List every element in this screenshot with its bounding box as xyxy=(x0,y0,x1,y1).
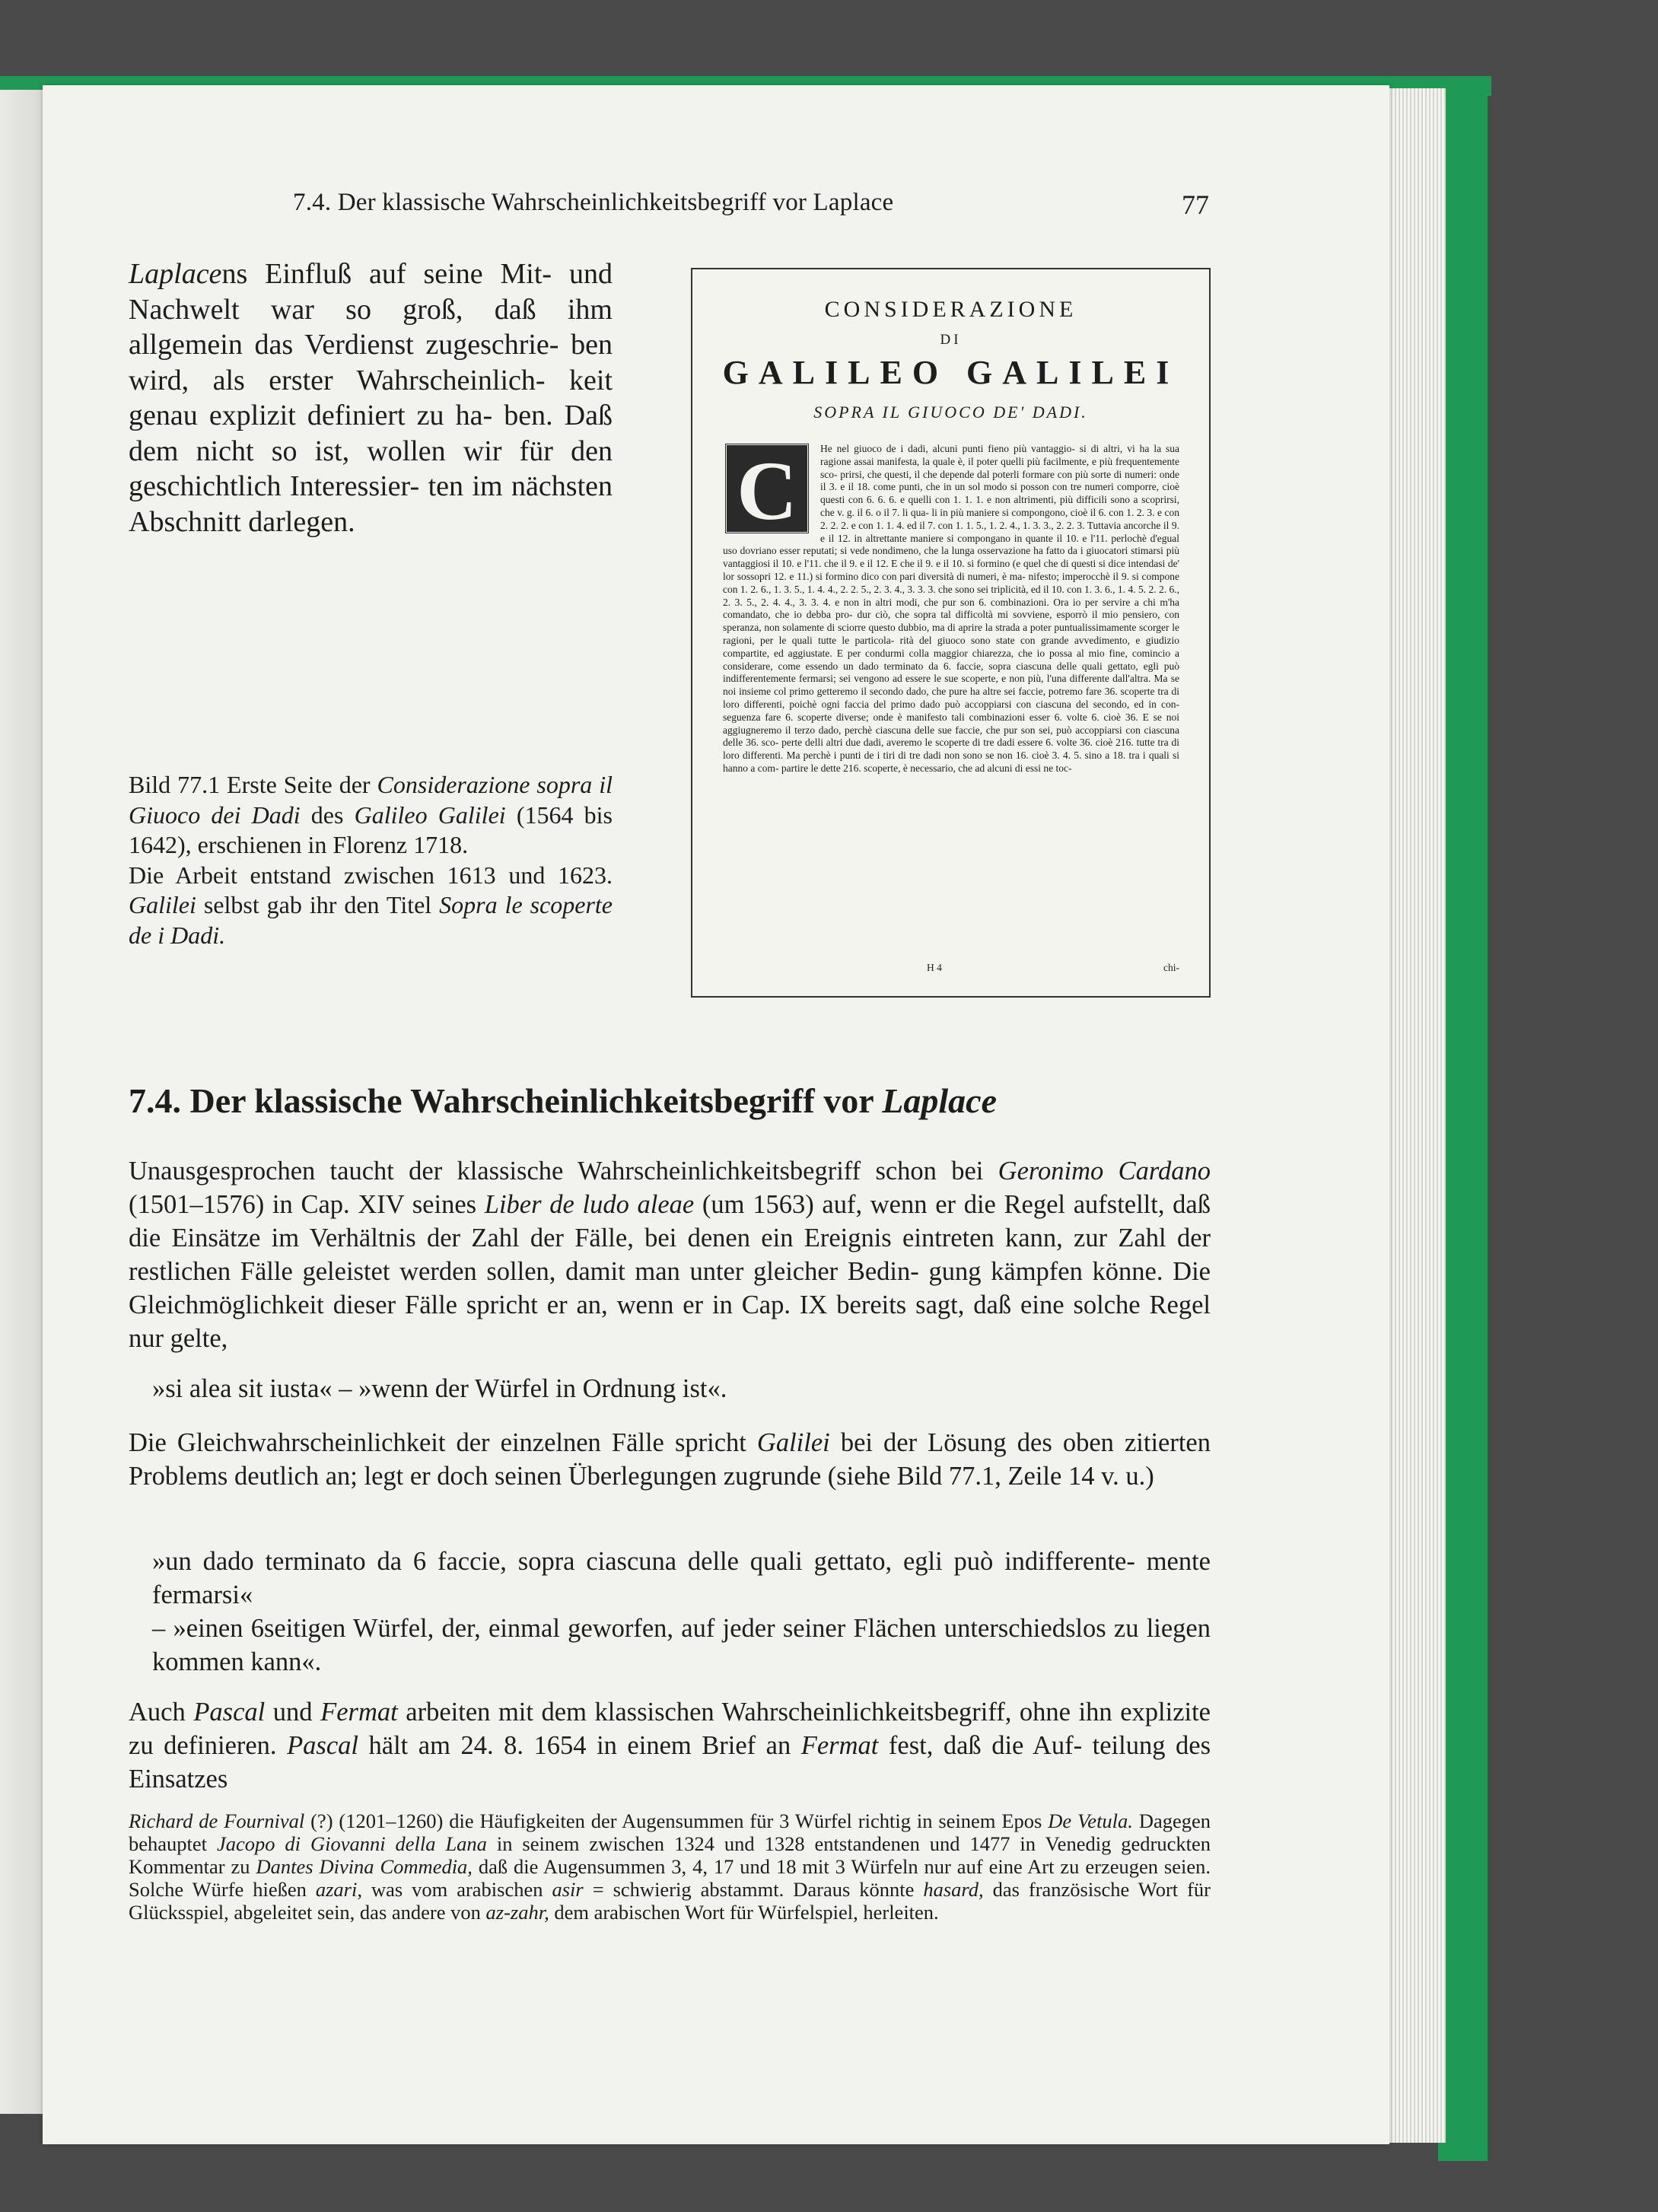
footnote-run: Richard de Fournival xyxy=(129,1809,305,1832)
para1-run: Geronimo Cardano xyxy=(998,1157,1211,1186)
footnote-run: hasard, xyxy=(923,1878,984,1901)
paragraph-galilei xyxy=(129,1426,1211,1493)
para3-run: Pascal xyxy=(193,1698,266,1727)
footnote xyxy=(129,1809,1211,1924)
quote-alea-iusta: »si alea sit iusta« – »wenn der Würfel in Ordnung ist«. xyxy=(152,1374,727,1403)
caption-run: selbst gab ihr den Titel xyxy=(196,891,440,918)
para2-run: Die Gleichwahrscheinlichkeit der einzelnen Fälle spricht xyxy=(129,1428,757,1457)
footnote-run: (?) (1201–1260) die Häufigkeiten der Augensummen für 3 Würfel richtig in seinem Epos xyxy=(304,1809,1049,1832)
para2-run: bei der Lösung des oben zitierten Problems deutlich an; legt er doch seinen Überlegungen zugrunde (siehe Bild 77.1, Zeile 14 v. u.) xyxy=(129,1428,1211,1491)
footnote-run: asir xyxy=(552,1878,584,1901)
paragraph-cardano xyxy=(129,1154,1211,1355)
footnote-run: in seinem zwischen 1324 und 1328 entstandenen und 1477 in Venedig gedruckten Kommentar zu xyxy=(129,1832,1211,1878)
figure-heading-di: DI xyxy=(940,332,962,348)
left-paragraph-run: ns Einfluß auf seine Mit- und Nachwelt war so groß, daß ihm allgemein das Verdienst zugeschrie- ben wird, als erster Wahrscheinlich- keit genau explizit definiert zu ha- ben. Daß dem nicht so ist, wollen wir für den geschichtlich Interessier- ten im nächsten Abschnitt darlegen. xyxy=(129,258,613,538)
footnote-run: az-zahr, xyxy=(485,1901,549,1924)
para1-run: Unausgesprochen taucht der klassische Wahrscheinlichkeitsbegriff schon bei xyxy=(129,1157,998,1186)
facing-page-edge xyxy=(0,90,47,2114)
left-paragraph-run: Laplace xyxy=(129,258,222,290)
footnote-run: was vom arabischen xyxy=(361,1878,552,1901)
para1-run: (1501–1576) in Cap. XIV seines xyxy=(129,1190,485,1219)
figure-signature-mark: H 4 xyxy=(927,962,942,973)
para3-run: hält am 24. 8. 1654 in einem Brief an xyxy=(358,1731,801,1760)
page-stack-edge xyxy=(1385,88,1446,2143)
figure-heading-subtitle: SOPRA IL GIUOCO DE' DADI. xyxy=(813,403,1088,422)
caption-run: (1564 bis 1642), erschienen in Florenz 1718. xyxy=(129,800,613,858)
quote-un-dado: »un dado terminato da 6 faccie, sopra ciascuna delle quali gettato, egli può indifferente- mente fermarsi« xyxy=(152,1547,1211,1609)
caption-run: Die Arbeit entstand zwischen 1613 und 1623. xyxy=(129,861,613,889)
caption-run: Bild 77.1 Erste Seite der xyxy=(129,771,377,798)
quote-wuerfel: – »einen 6seitigen Würfel, der, einmal geworfen, auf jeder seiner Flächen unterschiedslos zu liegen kommen kann«. xyxy=(152,1614,1211,1676)
caption-run: Considerazione sopra il Giuoco dei Dadi xyxy=(129,771,613,829)
running-head: 7.4. Der klassische Wahrscheinlichkeitsbegriff vor Laplace xyxy=(293,189,894,216)
footnote-run: das französische Wort für Glücksspiel, abgeleitet sein, das andere von xyxy=(129,1878,1211,1924)
figure-heading-author: GALILEO GALILEI xyxy=(722,354,1179,391)
footnote-run: De Vetula. xyxy=(1048,1809,1133,1832)
figure-galilei-title-page xyxy=(691,268,1211,998)
footnote-run: Dagegen behauptet xyxy=(129,1809,1211,1855)
figure-catchword: chi- xyxy=(1163,962,1179,973)
page-number: 77 xyxy=(1182,189,1209,220)
footnote-run: dem arabischen Wort für Würfelspiel, herleiten. xyxy=(549,1901,939,1924)
caption-run: Galileo Galilei xyxy=(354,800,506,829)
footnote-run: daß die Augensummen 3, 4, 17 und 18 mit 3 Würfeln nur auf eine Art zu erzeugen seien. Solche Würfe hießen xyxy=(129,1855,1211,1901)
section-heading xyxy=(129,1081,997,1121)
footnote-run: = schwierig abstammt. Daraus könnte xyxy=(583,1878,924,1901)
para1-run: Liber de ludo aleae xyxy=(484,1190,695,1219)
para1-run: (um 1563) auf, wenn er die Regel aufstellt, daß die Einsätze im Verhältnis der Zahl der Fälle, bei denen ein Ereignis eintreten kann, zur Zahl der restlichen Fälle geleistet werden sollen, damit man unter gleicher Bedin- gung kämpfen könne. Die Gleichmöglichkeit dieser Fälle spricht er an, wenn er in Cap. IX bereits sagt, daß eine solche Regel nur gelte, xyxy=(129,1190,1211,1353)
para3-run: Fermat xyxy=(320,1698,398,1727)
caption-run: Sopra le scoperte de i Dadi. xyxy=(129,891,613,949)
para3-run: Auch xyxy=(129,1698,194,1727)
para3-run: arbeiten mit dem klassischen Wahrscheinlichkeitsbegriff, ohne ihn explizite zu definieren. xyxy=(129,1698,1211,1760)
section-number: 7.4. xyxy=(129,1081,181,1120)
intro-paragraph xyxy=(129,256,613,539)
caption-run: Galilei xyxy=(129,891,196,918)
caption-run: des xyxy=(300,800,355,829)
para3-run: Pascal xyxy=(287,1731,358,1760)
figure-body-content: He nel giuoco de i dadi, alcuni punti fieno più vantaggio- si di altri, vi ha la sua ragione assai manifesta, la quale è, il poter quelli più facilmente, e più frequentemente sco- prirsi, che questi, il che depende dal poterli formare con più sorte di numeri: onde il 3. e il 18. come punti, che in un sol modo si posson con tre numeri comporre, cioè questi con 6. 6. 6. e quelli con 1. 1. 1. e non altrimenti, più difficili sono a scoprirsi, che v. g. il 6. o il 7. li qua- li in più maniere si compongono, cioè il 6. con 1. 2. 3. e con 2. 2. 2. e con 1. 1. 4. ed il 7. con 1. 1. 5., 1. 2. 4., 1. 3. 3., 2. 2. 3. Tuttavia ancorche il 9. e il 12. in altrettante maniere si compongano in quante il 10. e l'11. perlochè d'egual uso dovriano esser reputati; si vede nondimeno, che la lunga osservazione ha fatto da i giuocatori stimarsi più vantaggiosi il 10. e l'11. che il 9. e il 12. E che il 9. e il 10. si formino (e quel che di questi si dice intendasi de' lor sossopri 12. e 11.) si formino dico con pari diversità di numeri, è ma- nifesto; imperocchè il 9. si compone con 1. 2. 6., 1. 3. 5., 1. 4. 4., 2. 2. 5., 2. 3. 4., 3. 3. 3. che sono sei triplicità, ed il 10. con 1. 3. 6., 1. 4. 5. 2. 2. 6., 2. 3. 5., 2. 4. 4., 3. 3. 4. e non in altri modi, che pur son 6. combinazioni. Ora io per servire a chi m'ha comandato, che io debba pro- dur ciò, che sopra tal difficoltà mi sovviene, esporrò il mio pensiero, con speranza, non solamente di sciorre questo dubbio, ma di aprire la strada a poter puntualissimamente scorger le ragioni, per le quali tutte le particola- rità del giuoco sono state con grande avvedimento, e giudizio compartite, ed aggiustate. E per condurmi colla maggior chiarezza, che io possa al mio fine, comincio a considerare, come essendo un dado terminato da 6. faccie, sopra ciascuna delle quali gettato, egli può indifferentemente fermarsi; sei vengono ad essere le sue scoperte, e non più, l'una differente dall'altra. Ma se noi insieme col primo getteremo il secondo dado, che pure ha altre sei faccie, potremo fare 36. scoperte tra di loro differenti, poichè ogni faccia del primo dado può accoppiarsi con ciascuna del secondo, ed in con- seguenza fare 6. scoperte diverse; onde è manifesto tali combinazioni esser 6. volte 6. cioè 36. E se noi aggiugneremo il terzo dado, perchè ciascuna delle sue faccie, che pur son sei, può accoppiarsi con ciascuna delle 36. sco- perte delli altri due dadi, averemo le scoperte di tre dadi essere 6. volte 36. cioè 216. tutte tra di loro differenti. Ma perchè i punti de i tiri di tre dadi non sono se non 16. cioè 3. 4. 5. sino a 18. tra i quali si hanno a com- partire le dette 216. scoperte, è necessario, che ad alcuni di essi ne toc- xyxy=(723,443,1179,774)
para3-run: fest, daß die Auf- teilung des Einsatzes xyxy=(129,1731,1211,1793)
para3-run: Fermat xyxy=(800,1731,879,1760)
para2-run: Galilei xyxy=(756,1428,830,1457)
figure-caption xyxy=(129,770,613,950)
section-title-name: Laplace xyxy=(882,1081,997,1120)
footnote-run: Jacopo di Giovanni della Lana xyxy=(216,1832,487,1855)
paragraph-pascal-fermat xyxy=(129,1695,1211,1796)
figure-heading-considerazione: CONSIDERAZIONE xyxy=(824,297,1077,322)
footnote-run: azari, xyxy=(315,1878,362,1901)
section-title-text: Der klassische Wahrscheinlichkeitsbegriff vor xyxy=(189,1081,874,1120)
footnote-run: Dantes Divina Commedia, xyxy=(256,1855,473,1878)
para3-run: und xyxy=(265,1698,321,1727)
decorated-initial: C xyxy=(724,443,810,534)
